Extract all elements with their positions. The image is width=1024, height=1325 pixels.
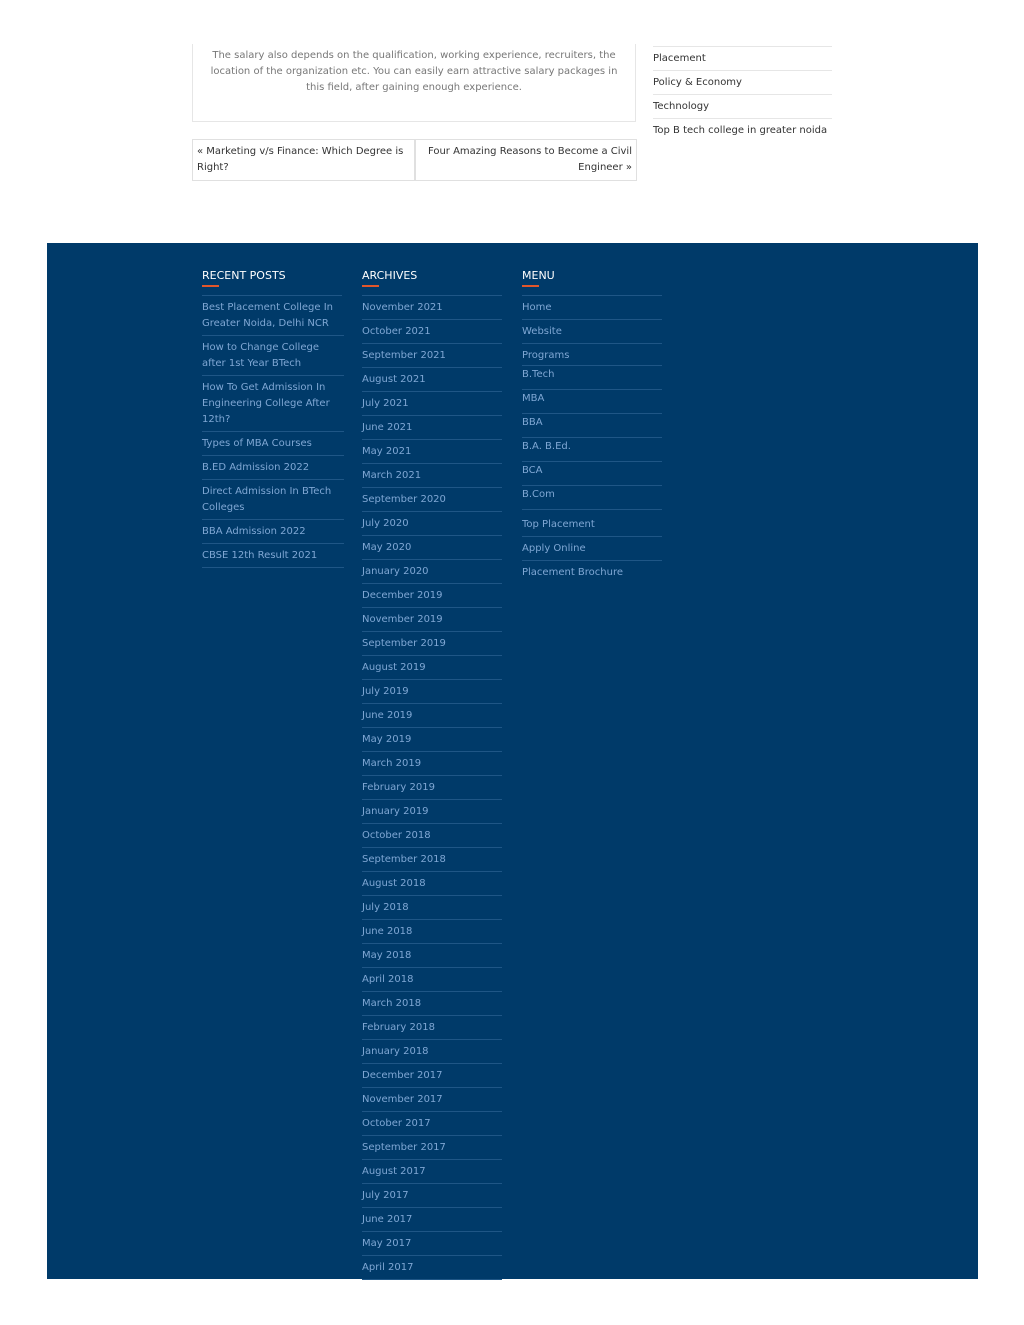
archive-link[interactable]: July 2018 xyxy=(362,896,502,920)
menu-link-home[interactable]: Home xyxy=(522,296,662,320)
menu-link-top-placement[interactable]: Top Placement xyxy=(522,510,662,537)
recent-post-link[interactable]: How to Change College after 1st Year BTech xyxy=(202,336,344,376)
category-link-top-btech-college[interactable]: Top B tech college in greater noida xyxy=(653,125,828,136)
menu-link-bca[interactable]: BCA xyxy=(522,462,662,486)
archive-link[interactable]: August 2019 xyxy=(362,656,502,680)
archive-link[interactable]: September 2018 xyxy=(362,848,502,872)
archive-link[interactable]: November 2021 xyxy=(362,296,502,320)
archive-link[interactable]: April 2017 xyxy=(362,1256,502,1280)
category-link-policy-economy[interactable]: Policy & Economy xyxy=(653,71,832,95)
archive-link[interactable]: August 2018 xyxy=(362,872,502,896)
menu-link-apply-online[interactable]: Apply Online xyxy=(522,537,662,561)
archive-link[interactable]: March 2019 xyxy=(362,752,502,776)
site-footer xyxy=(47,243,978,1279)
archive-link[interactable]: June 2021 xyxy=(362,416,502,440)
menu-link-bba[interactable]: BBA xyxy=(522,414,662,438)
archive-link[interactable]: January 2018 xyxy=(362,1040,502,1064)
archive-list xyxy=(362,295,502,1280)
category-link-technology[interactable]: Technology xyxy=(653,95,832,119)
archive-link[interactable]: June 2018 xyxy=(362,920,502,944)
recent-post-link[interactable]: Direct Admission In BTech Colleges xyxy=(202,480,344,520)
archive-link[interactable]: June 2019 xyxy=(362,704,502,728)
archive-link[interactable]: August 2021 xyxy=(362,368,502,392)
archive-link[interactable]: May 2018 xyxy=(362,944,502,968)
article-excerpt-text: The salary also depends on the qualification, working experience, recruiters, the location of the organization etc. You can easily earn attractive salary packages in this field, after gaining enough experience. xyxy=(210,50,618,93)
archive-link[interactable]: May 2019 xyxy=(362,728,502,752)
menu-link-mba[interactable]: MBA xyxy=(522,390,662,414)
heading-underline xyxy=(362,285,379,287)
archive-link[interactable]: January 2019 xyxy=(362,800,502,824)
archive-link[interactable]: July 2017 xyxy=(362,1184,502,1208)
archive-link[interactable]: May 2017 xyxy=(362,1232,502,1256)
menu-heading: MENU xyxy=(522,269,662,289)
archive-link[interactable]: December 2017 xyxy=(362,1064,502,1088)
menu-link-ba-bed[interactable]: B.A. B.Ed. xyxy=(522,438,662,462)
archive-link[interactable]: October 2018 xyxy=(362,824,502,848)
archives-widget xyxy=(362,269,502,1280)
archive-link[interactable]: December 2019 xyxy=(362,584,502,608)
archive-link[interactable]: September 2021 xyxy=(362,344,502,368)
menu-link-btech[interactable]: B.Tech xyxy=(522,366,662,390)
archive-link[interactable]: October 2017 xyxy=(362,1112,502,1136)
next-post-link[interactable]: Four Amazing Reasons to Become a Civil Engineer » xyxy=(415,139,637,181)
recent-post-link[interactable]: BBA Admission 2022 xyxy=(202,520,344,544)
recent-posts-heading: RECENT POSTS xyxy=(202,269,342,289)
heading-underline xyxy=(522,285,539,287)
menu-link-programs[interactable]: Programs xyxy=(522,344,662,366)
menu-link-placement-brochure[interactable]: Placement Brochure xyxy=(522,567,624,578)
archive-link[interactable]: May 2020 xyxy=(362,536,502,560)
archive-link[interactable]: February 2018 xyxy=(362,1016,502,1040)
archive-link[interactable]: September 2019 xyxy=(362,632,502,656)
archive-link[interactable]: July 2019 xyxy=(362,680,502,704)
archive-link[interactable]: November 2019 xyxy=(362,608,502,632)
recent-post-link[interactable]: CBSE 12th Result 2021 xyxy=(202,544,344,568)
archive-link[interactable]: July 2020 xyxy=(362,512,502,536)
footer-menu-widget xyxy=(522,269,662,584)
sidebar-categories xyxy=(653,46,832,142)
recent-post-link[interactable]: How To Get Admission In Engineering College After 12th? xyxy=(202,376,344,432)
archive-link[interactable]: October 2021 xyxy=(362,320,502,344)
recent-posts-widget xyxy=(202,269,342,568)
menu-link-website[interactable]: Website xyxy=(522,320,662,344)
archive-link[interactable]: May 2021 xyxy=(362,440,502,464)
archive-link[interactable]: January 2020 xyxy=(362,560,502,584)
recent-post-link[interactable]: B.ED Admission 2022 xyxy=(202,456,344,480)
archive-link[interactable]: February 2019 xyxy=(362,776,502,800)
archive-link[interactable]: September 2020 xyxy=(362,488,502,512)
recent-post-link[interactable]: Best Placement College In Greater Noida, Delhi NCR xyxy=(202,296,344,336)
category-link-placement[interactable]: Placement xyxy=(653,47,832,71)
archive-link[interactable]: April 2018 xyxy=(362,968,502,992)
archive-link[interactable]: March 2018 xyxy=(362,992,502,1016)
archive-link[interactable]: November 2017 xyxy=(362,1088,502,1112)
heading-underline xyxy=(202,285,219,287)
archive-link[interactable]: July 2021 xyxy=(362,392,502,416)
archive-link[interactable]: August 2017 xyxy=(362,1160,502,1184)
archive-link[interactable]: March 2021 xyxy=(362,464,502,488)
article-excerpt-box xyxy=(192,44,636,122)
archive-link[interactable]: September 2017 xyxy=(362,1136,502,1160)
post-navigation xyxy=(192,139,637,181)
recent-post-link[interactable]: Types of MBA Courses xyxy=(202,432,344,456)
menu-link-bcom[interactable]: B.Com xyxy=(522,486,662,510)
archives-heading: ARCHIVES xyxy=(362,269,502,289)
archive-link[interactable]: June 2017 xyxy=(362,1208,502,1232)
previous-post-link[interactable]: « Marketing v/s Finance: Which Degree is Right? xyxy=(192,139,415,181)
